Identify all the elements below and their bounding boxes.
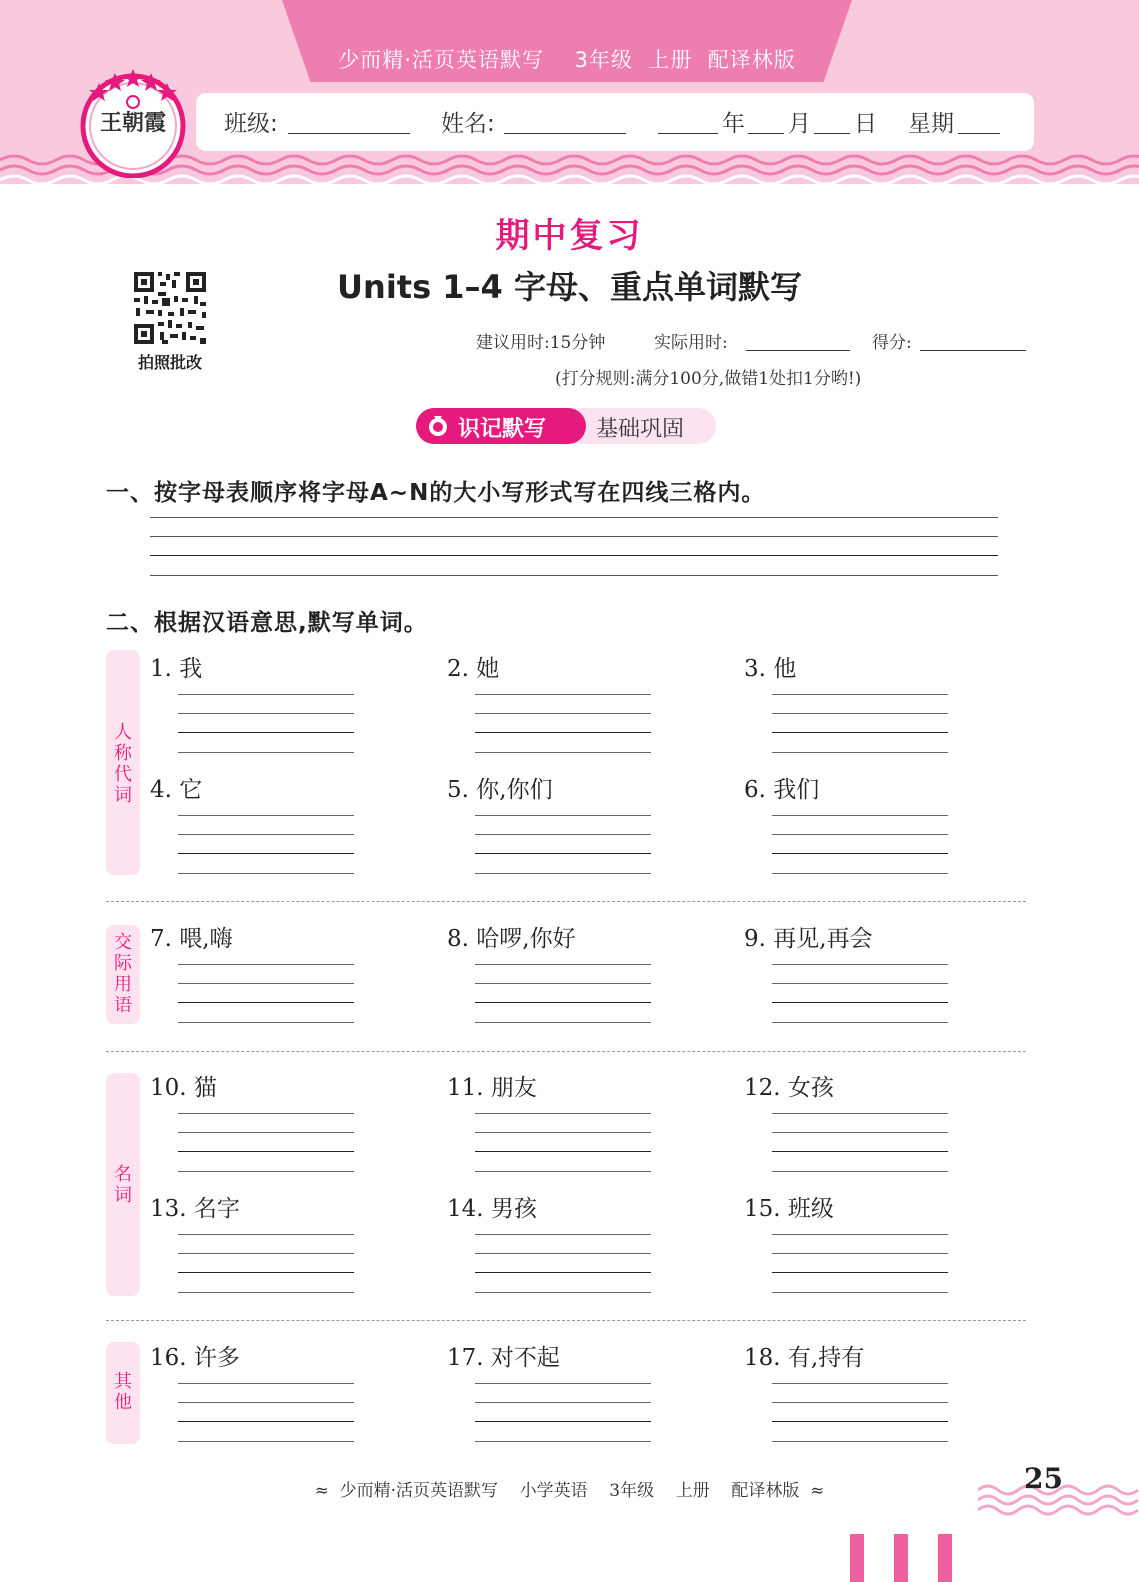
word-answer-lines[interactable] <box>475 964 651 1024</box>
qr-code-icon[interactable] <box>132 270 208 346</box>
category-label-pronouns: 人称代词 <box>114 722 132 806</box>
score-label: 得分: <box>872 333 912 353</box>
word-answer-lines[interactable] <box>178 815 354 875</box>
word-item-label: 11. 朋友 <box>447 1075 537 1101</box>
word-item-label: 8. 哈啰,你好 <box>447 926 576 952</box>
footer-bars-decoration <box>850 1534 960 1582</box>
word-item-label: 15. 班级 <box>744 1196 834 1222</box>
category-label-nouns: 名词 <box>114 1164 132 1206</box>
scoring-rule: (打分规则:满分100分,做错1处扣1分哟!) <box>555 369 862 389</box>
word-answer-lines[interactable] <box>772 1383 948 1443</box>
word-answer-lines[interactable] <box>772 694 948 754</box>
word-item-label: 1. 我 <box>150 656 203 682</box>
word-answer-lines[interactable] <box>178 1113 354 1173</box>
word-item-label: 17. 对不起 <box>447 1345 560 1371</box>
page-number: 25 <box>1024 1462 1063 1495</box>
word-item-label: 14. 男孩 <box>447 1196 537 1222</box>
month-label: 月 <box>788 111 811 137</box>
word-item-label: 5. 你,你们 <box>447 777 553 803</box>
category-label-others: 其他 <box>114 1371 132 1413</box>
word-item-label: 4. 它 <box>150 777 203 803</box>
word-item-label: 12. 女孩 <box>744 1075 834 1101</box>
word-item-label: 9. 再见,再会 <box>744 926 873 952</box>
class-label: 班级: <box>224 111 278 137</box>
category-label-greetings: 交际用语 <box>114 932 132 1016</box>
category-divider <box>106 1051 1026 1052</box>
word-answer-lines[interactable] <box>178 1383 354 1443</box>
word-item-label: 6. 我们 <box>744 777 820 803</box>
word-answer-lines[interactable] <box>178 694 354 754</box>
suggested-time: 建议用时:15分钟 <box>476 333 606 353</box>
qr-caption: 拍照批改 <box>137 353 202 372</box>
word-answer-lines[interactable] <box>772 1234 948 1294</box>
brand-logo-text: 王朝霞 <box>99 110 166 136</box>
year-label: 年 <box>722 111 745 137</box>
score-field[interactable] <box>920 350 1026 351</box>
footer-text: ≈ 少而精·活页英语默写 小学英语 3年级 上册 配译林版 ≈ <box>314 1481 825 1501</box>
word-answer-lines[interactable] <box>475 694 651 754</box>
word-item-label: 10. 猫 <box>150 1075 217 1101</box>
page-title: 期中复习 <box>495 216 644 256</box>
weekday-field[interactable] <box>958 133 1000 134</box>
medal-icon <box>426 414 450 438</box>
month-field[interactable] <box>748 133 784 134</box>
word-answer-lines[interactable] <box>475 815 651 875</box>
word-answer-lines[interactable] <box>475 1383 651 1443</box>
section1-heading: 一、按字母表顺序将字母A~N的大小写形式写在四线三格内。 <box>106 480 766 506</box>
word-item-label: 2. 她 <box>447 656 500 682</box>
word-item-label: 3. 他 <box>744 656 797 682</box>
word-answer-lines[interactable] <box>475 1234 651 1294</box>
year-field[interactable] <box>658 133 718 134</box>
category-divider <box>106 901 1026 902</box>
word-item-label: 18. 有,持有 <box>744 1345 865 1371</box>
actual-time-field[interactable] <box>746 350 850 351</box>
word-answer-lines[interactable] <box>475 1113 651 1173</box>
badge-left-label: 识记默写 <box>458 417 547 442</box>
badge-right-label: 基础巩固 <box>596 417 685 442</box>
four-line-writing-area[interactable] <box>150 517 998 577</box>
word-answer-lines[interactable] <box>772 1113 948 1173</box>
name-label: 姓名: <box>441 111 495 137</box>
section2-heading: 二、根据汉语意思,默写单词。 <box>106 610 428 636</box>
day-label: 日 <box>854 111 877 137</box>
word-item-label: 16. 许多 <box>150 1345 240 1371</box>
category-divider <box>106 1320 1026 1321</box>
word-answer-lines[interactable] <box>178 1234 354 1294</box>
name-field[interactable] <box>504 133 626 134</box>
day-field[interactable] <box>814 133 850 134</box>
word-answer-lines[interactable] <box>772 815 948 875</box>
series-title: 少而精·活页英语默写 3年级 上册 配译林版 <box>338 48 796 72</box>
word-answer-lines[interactable] <box>772 964 948 1024</box>
word-item-label: 13. 名字 <box>150 1196 240 1222</box>
class-field[interactable] <box>288 133 410 134</box>
word-item-label: 7. 喂,嗨 <box>150 926 233 952</box>
weekday-label: 星期 <box>908 111 954 137</box>
page-subtitle: Units 1–4 字母、重点单词默写 <box>337 268 802 306</box>
actual-time-label: 实际用时: <box>654 333 728 353</box>
word-answer-lines[interactable] <box>178 964 354 1024</box>
student-info-box <box>196 93 1034 151</box>
